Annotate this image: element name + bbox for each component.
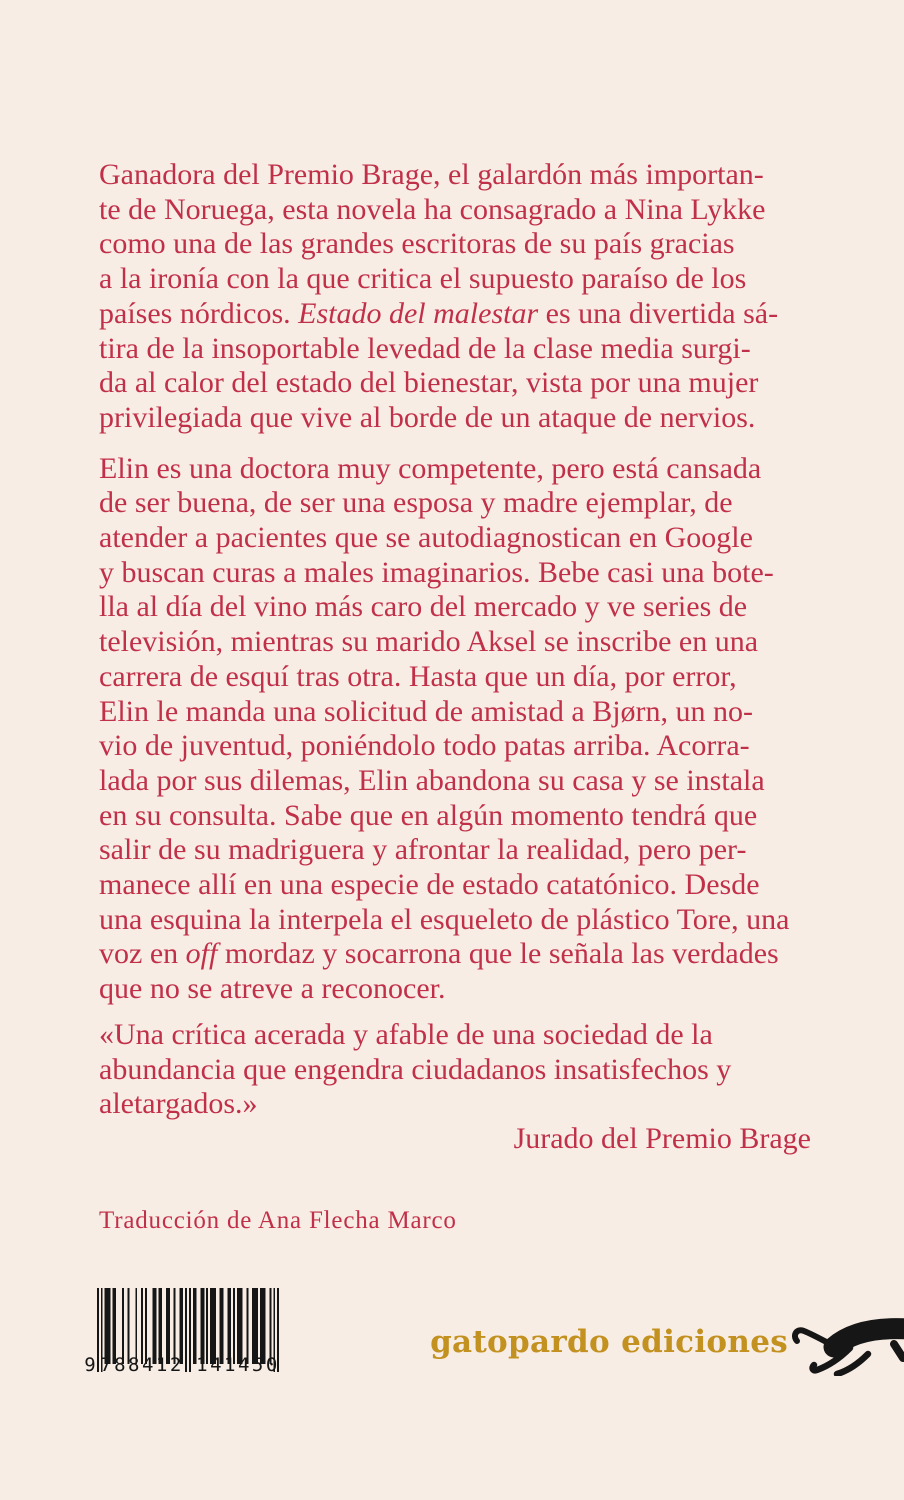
text-line: tira de la insoportable levedad de la clase media surgi- [99, 331, 751, 365]
text-line: televisión, mientras su marido Aksel se inscribe en una [99, 625, 759, 659]
isbn-digits [84, 1354, 284, 1376]
text-line: aletargados.» [99, 1087, 258, 1121]
text-line: lla al día del vino más caro del mercado y ve series de [99, 590, 748, 624]
review-quote-lines [99, 1018, 843, 1122]
text-line: Ganadora del Premio Brage, el galardón más importan- [99, 158, 764, 191]
text-line: da al calor del estado del bienestar, vista por una mujer [99, 366, 759, 400]
text-line: «Una crítica acerada y afable de una sociedad de la [99, 1017, 713, 1051]
text-line: vio de juventud, poniéndolo todo patas arriba. Acorra- [99, 729, 750, 763]
isbn-digit-group: 141450 [196, 1354, 280, 1376]
text-line: abundancia que engendra ciudadanos insatisfechos y [99, 1052, 732, 1086]
text-line: a la ironía con la que critica el supuesto paraíso de los [99, 262, 747, 296]
publisher-logo-row [430, 1310, 904, 1376]
text-line: que no se atreve a reconocer. [99, 972, 446, 1006]
text-line: manece allí en una especie de estado catatónico. Desde [99, 868, 760, 902]
text-line: en su consulta. Sabe que en algún momento tendrá que [99, 798, 758, 832]
text-line: y buscan curas a males imaginarios. Bebe casi una bote- [99, 555, 774, 589]
text-line: voz en off mordaz y socarrona que le señala las verdades [99, 937, 779, 971]
quote-attribution: Jurado del Premio Brage [513, 1121, 811, 1155]
review-quote-block [99, 1018, 843, 1157]
blurb-paragraphs [99, 158, 843, 1007]
paragraph-synopsis [99, 452, 843, 1007]
publisher-name: gatopardo ediciones [430, 1324, 788, 1360]
text-line: de ser buena, de ser una esposa y madre ejemplar, de [99, 486, 733, 520]
text-line: Elin le manda una solicitud de amistad a Bjørn, un no- [99, 694, 754, 728]
text-line: países nórdicos. Estado del malestar es una divertida sá- [99, 296, 779, 330]
text-line: privilegiada que vive al borde de un ataque de nervios. [99, 400, 756, 434]
text-line: carrera de esquí tras otra. Hasta que un día, por error, [99, 659, 737, 693]
isbn-digit-group: 9 [84, 1354, 96, 1376]
text-line: atender a pacientes que se autodiagnostican en Google [99, 521, 753, 555]
text-line: Elin es una doctora muy competente, pero está cansada [99, 451, 762, 485]
isbn-barcode [84, 1288, 284, 1390]
text-line: una esquina la interpela el esqueleto de plástico Tore, una [99, 902, 790, 936]
paragraph-intro [99, 158, 843, 436]
text-line: como una de las grandes escritoras de su país gracias [99, 227, 735, 261]
isbn-digit-group: 788412 [100, 1354, 184, 1376]
translation-credit: Traducción de Ana Flecha Marco [99, 1206, 457, 1234]
blurb-text-block [99, 158, 843, 1236]
text-line: salir de su madriguera y afrontar la realidad, pero per- [99, 833, 747, 867]
text-line: lada por sus dilemas, Elin abandona su casa y se instala [99, 763, 765, 797]
leaping-cat-icon [790, 1314, 904, 1376]
text-line: te de Noruega, esta novela ha consagrado a Nina Lykke [99, 192, 766, 226]
